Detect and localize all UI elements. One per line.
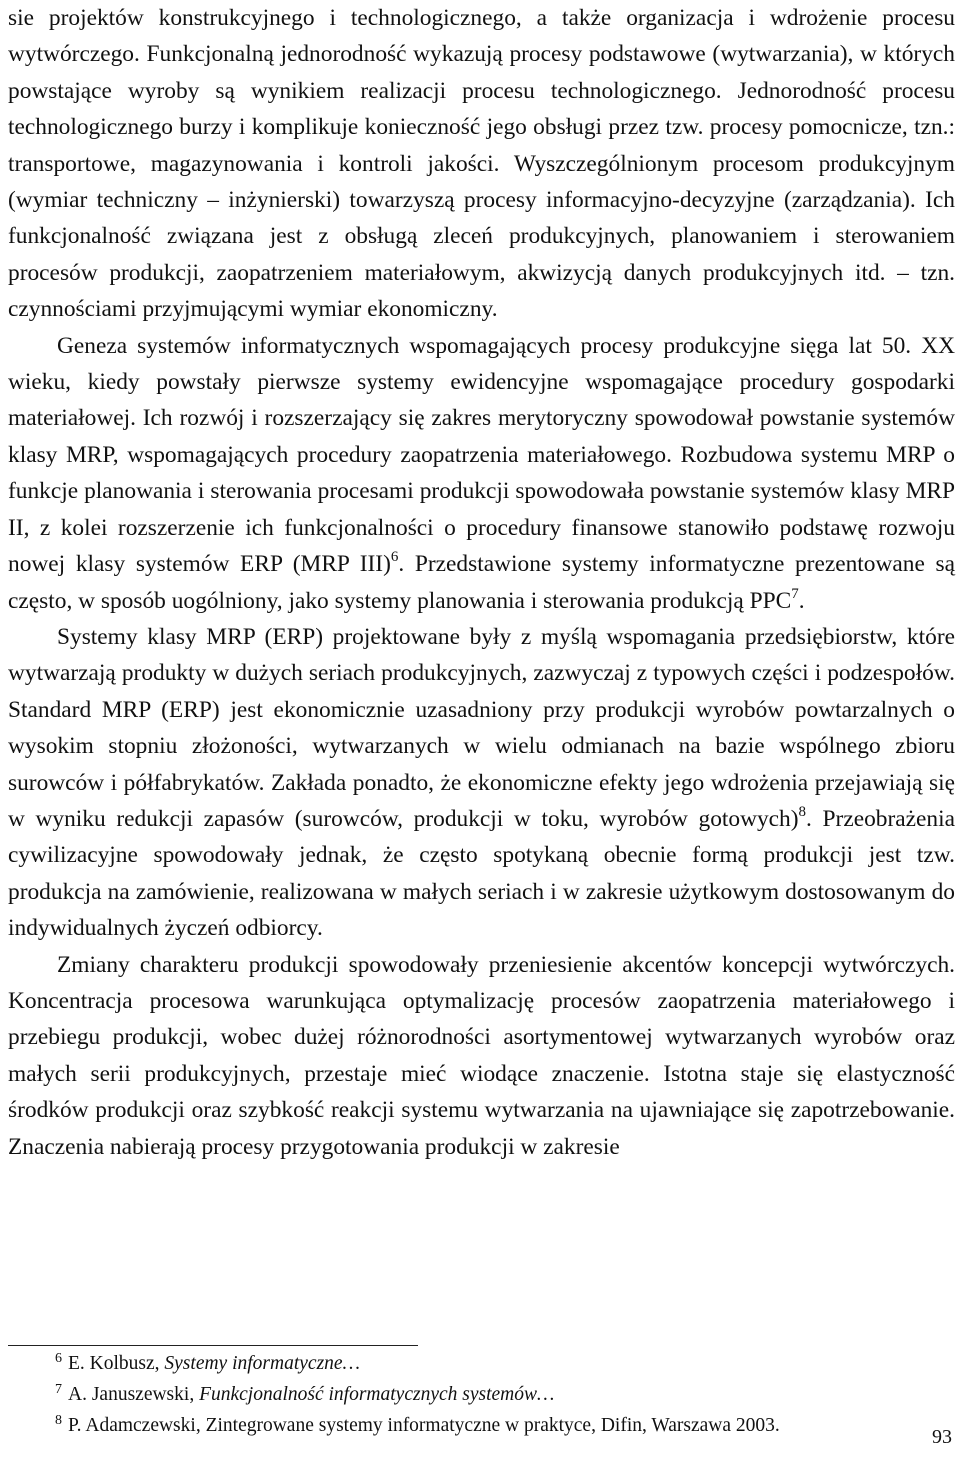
main-text: [8, 0, 955, 1165]
document-page: [8, 0, 955, 1165]
footnote-number: 8: [55, 1412, 62, 1428]
footnote-separator: [8, 1345, 418, 1346]
footnote-6: [55, 1348, 955, 1379]
page-number: 93: [932, 1426, 952, 1448]
footnote-title: Systemy informatyczne…: [164, 1353, 360, 1374]
footnote-number: 7: [55, 1381, 62, 1397]
paragraph-1: [8, 0, 955, 328]
paragraph-4: [8, 947, 955, 1165]
footnote-8: [55, 1410, 955, 1441]
footnote-ref-6[interactable]: 6: [390, 549, 399, 566]
footnote-number: 6: [55, 1350, 62, 1366]
paragraph-3: [8, 619, 955, 947]
paragraph-3-text-b: . Przeobrażenia cywilizacyjne spowodowały jednak, że często spotykaną obecnie formą produkcji jest tzw. produkcja na zamówienie, realizowana w małych seriach i w zakresie użytkowym dostosowanym do indywidualnych życzeń odbiorcy.: [8, 805, 955, 942]
paragraph-2-text-c: .: [798, 587, 805, 614]
paragraph-2-text-a: Geneza systemów informatycznych wspomagających procesy produkcyjne sięga lat 50. XX wieku, kiedy powstały pierwsze systemy ewidencyjne wspomagające procedury gospodarki materiałowej. Ich rozwój i rozszerzający się zakres merytoryczny spowodował powstanie systemów klasy MRP, wspomagających procedury zaopatrzenia materiałowego. Rozbudowa systemu MRP o funkcje planowania i sterowania procesami produkcji spowodowała powstanie systemów klasy MRP II, z kolei rozszerzenie ich funkcjonalności o procedury finansowe stanowiło podstawę rozwoju nowej klasy systemów ERP (MRP III): [8, 332, 955, 578]
footnote-text: P. Adamczewski, Zintegrowane systemy informatyczne w praktyce, Difin, Warszawa 2003.: [68, 1415, 780, 1436]
footnote-ref-7[interactable]: 7: [791, 585, 799, 602]
paragraph-2-text-b: . Przedstawione systemy informatyczne prezentowane są często, w sposób uogólniony, jako systemy planowania i sterowania produkcją PPC: [8, 551, 955, 614]
paragraph-1-text: sie projektów konstrukcyjnego i technologicznego, a także organizacja i wdrożenie procesu wytwórczego. Funkcjonalną jednorodność wykazują procesy podstawowe (wytwarzania), w których powstające wyroby są wynikiem realizacji procesu technologicznego. Jednorodność procesu technologicznego burzy i komplikuje konieczność jego obsługi przez tzw. procesy pomocnicze, tzn.: transportowe, magazynowania i kontroli jakości. Wyszczególnionym procesom produkcyjnym (wymiar techniczny – inżynierski) towarzyszą procesy informacyjno-decyzyjne (zarządzania). Ich funkcjonalność związana jest z obsługą zleceń produkcyjnych, planowaniem i sterowaniem procesów produkcji, zaopatrzeniem materiałowym, akwizycją danych produkcyjnych itd. – tzn. czynnościami przyjmującymi wymiar ekonomiczny.: [8, 5, 955, 323]
footnote-ref-8[interactable]: 8: [798, 804, 807, 821]
footnote-7: [55, 1379, 955, 1410]
footnotes: [55, 1348, 955, 1441]
paragraph-3-text-a: Systemy klasy MRP (ERP) projektowane były z myślą wspomagania przedsiębiorstw, które wytwarzają produkty w dużych seriach produkcyjnych, zazwyczaj z typowych części i podzespołów. Standard MRP (ERP) jest ekonomicznie uzasadniony przy produkcji wyrobów powtarzalnych o wysokim stopniu złożoności, wytwarzanych w wielu odmianach na bazie wspólnego zbioru surowców i półfabrykatów. Zakłada ponadto, że ekonomiczne efekty jego wdrożenia przejawiają się w wyniku redukcji zapasów (surowców, produkcji w toku, wyrobów gotowych): [8, 623, 955, 832]
footnote-title: Funkcjonalność informatycznych systemów…: [199, 1384, 555, 1405]
footnote-author: E. Kolbusz,: [68, 1353, 165, 1374]
footnote-author: A. Januszewski,: [68, 1384, 200, 1405]
paragraph-4-text: Zmiany charakteru produkcji spowodowały przeniesienie akcentów koncepcji wytwórczych. Koncentracja procesowa warunkująca optymalizację procesów zaopatrzenia materiałowego i przebiegu produkcji, wobec dużej różnorodności asortymentowej wytwarzanych wyrobów oraz małych serii produkcyjnych, przestaje mieć wiodące znaczenie. Istotna staje się elastyczność środków produkcji oraz szybkość reakcji systemu wytwarzania na ujawniające się zapotrzebowanie. Znaczenia nabierają procesy przygotowania produkcji w zakresie: [8, 951, 955, 1160]
paragraph-2: [8, 328, 955, 619]
